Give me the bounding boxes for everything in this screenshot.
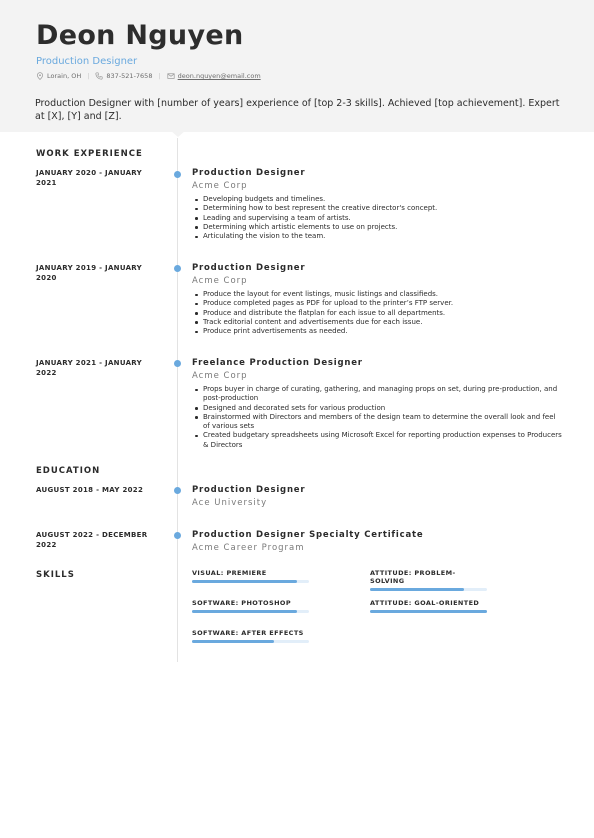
skill-bar-fill <box>370 588 464 591</box>
job-role: Production Designer <box>192 263 306 273</box>
job-company: Acme Corp <box>192 181 248 191</box>
bullet-item: Developing budgets and timelines. <box>192 195 562 204</box>
degree-title: Production Designer <box>192 485 306 495</box>
phone-text: 837-521-7658 <box>106 72 153 80</box>
skill-label: ATTITUDE: PROBLEM-SOLVING <box>370 569 456 585</box>
phone-icon <box>95 72 103 80</box>
education-date: AUGUST 2018 - MAY 2022 <box>36 486 144 494</box>
contact-phone <box>95 72 152 80</box>
skill-bar-track <box>192 610 309 613</box>
work-entry <box>192 263 562 336</box>
school-name: Ace University <box>192 498 268 508</box>
timeline-dot <box>174 265 181 272</box>
skill-bar-fill <box>192 580 297 583</box>
timeline-line <box>177 138 178 662</box>
section-title-work: WORK EXPERIENCE <box>36 149 143 159</box>
section-title-education: EDUCATION <box>36 466 101 476</box>
bullet-item: Designed and decorated sets for various production <box>192 404 562 413</box>
candidate-title: Production Designer <box>36 56 138 67</box>
bullet-item: Produce and distribute the flatplan for each issue to all departments. <box>192 309 562 318</box>
skill-label: SOFTWARE: AFTER EFFECTS <box>192 629 304 637</box>
skill-item <box>192 569 310 583</box>
skill-item <box>192 629 310 643</box>
envelope-icon <box>167 72 175 80</box>
contact-email <box>167 72 261 80</box>
job-company: Acme Corp <box>192 276 248 286</box>
work-date: JANUARY 2021 - JANUARY 2022 <box>36 359 142 377</box>
degree-title: Production Designer Specialty Certificate <box>192 530 424 540</box>
bullet-item: Track editorial content and advertisements due for each issue. <box>192 318 562 327</box>
work-entry <box>192 168 562 241</box>
skill-bar-fill <box>370 610 487 613</box>
timeline-dot <box>174 360 181 367</box>
contact-separator: | <box>158 72 161 80</box>
skill-item <box>192 599 310 613</box>
job-company: Acme Corp <box>192 371 248 381</box>
bullet-item: Props buyer in charge of curating, gathering, and managing props on set, during pre-production, and post-production <box>192 385 562 404</box>
bullet-item: Brainstormed with Directors and members of the design team to determine the overall look and feel of various sets <box>192 413 562 432</box>
skill-item <box>370 569 488 591</box>
skill-label: VISUAL: PREMIERE <box>192 569 267 577</box>
contact-separator: | <box>87 72 90 80</box>
skill-item <box>370 599 488 613</box>
job-role: Freelance Production Designer <box>192 358 363 368</box>
skill-bar-track <box>370 610 487 613</box>
timeline-dot <box>174 532 181 539</box>
timeline-dot <box>174 171 181 178</box>
contact-info <box>36 72 261 80</box>
skill-label: ATTITUDE: GOAL-ORIENTED <box>370 599 480 607</box>
contact-location <box>36 72 81 80</box>
work-entry <box>192 358 562 450</box>
bullet-item: Produce print advertisements as needed. <box>192 327 562 336</box>
header-notch <box>171 131 185 137</box>
bullet-item: Determining which artistic elements to use on projects. <box>192 223 562 232</box>
bullet-item: Determining how to best represent the creative director's concept. <box>192 204 562 213</box>
job-role: Production Designer <box>192 168 306 178</box>
skill-bar-fill <box>192 640 274 643</box>
bullet-item: Created budgetary spreadsheets using Microsoft Excel for reporting production expenses to Producers & Directors <box>192 431 562 450</box>
skill-bar-track <box>192 580 309 583</box>
resume-header <box>0 0 594 132</box>
skill-bar-fill <box>192 610 297 613</box>
map-pin-icon <box>36 72 44 80</box>
education-date: AUGUST 2022 - DECEMBER 2022 <box>36 531 148 549</box>
location-text: Lorain, OH <box>47 72 82 80</box>
education-entry <box>192 485 562 509</box>
bullet-item: Produce completed pages as PDF for upload to the printer’s FTP server. <box>192 299 562 308</box>
job-bullets <box>192 195 562 241</box>
bullet-item: Produce the layout for event listings, music listings and classifieds. <box>192 290 562 299</box>
professional-summary: Production Designer with [number of years] experience of [top 2-3 skills]. Achieved [top achievement]. Expert at [X], [Y] and [Z]. <box>35 98 560 122</box>
work-date: JANUARY 2020 - JANUARY 2021 <box>36 169 142 187</box>
work-date: JANUARY 2019 - JANUARY 2020 <box>36 264 142 282</box>
bullet-item: Articulating the vision to the team. <box>192 232 562 241</box>
skill-label: SOFTWARE: PHOTOSHOP <box>192 599 291 607</box>
job-bullets <box>192 290 562 336</box>
school-name: Acme Career Program <box>192 543 305 553</box>
candidate-name: Deon Nguyen <box>36 20 244 51</box>
bullet-item: Leading and supervising a team of artists. <box>192 214 562 223</box>
timeline-dot <box>174 487 181 494</box>
section-title-skills: SKILLS <box>36 570 75 580</box>
email-link[interactable]: deon.nguyen@email.com <box>177 72 261 80</box>
job-bullets <box>192 385 562 450</box>
skill-bar-track <box>192 640 309 643</box>
skill-bar-track <box>370 588 487 591</box>
education-entry <box>192 530 562 554</box>
